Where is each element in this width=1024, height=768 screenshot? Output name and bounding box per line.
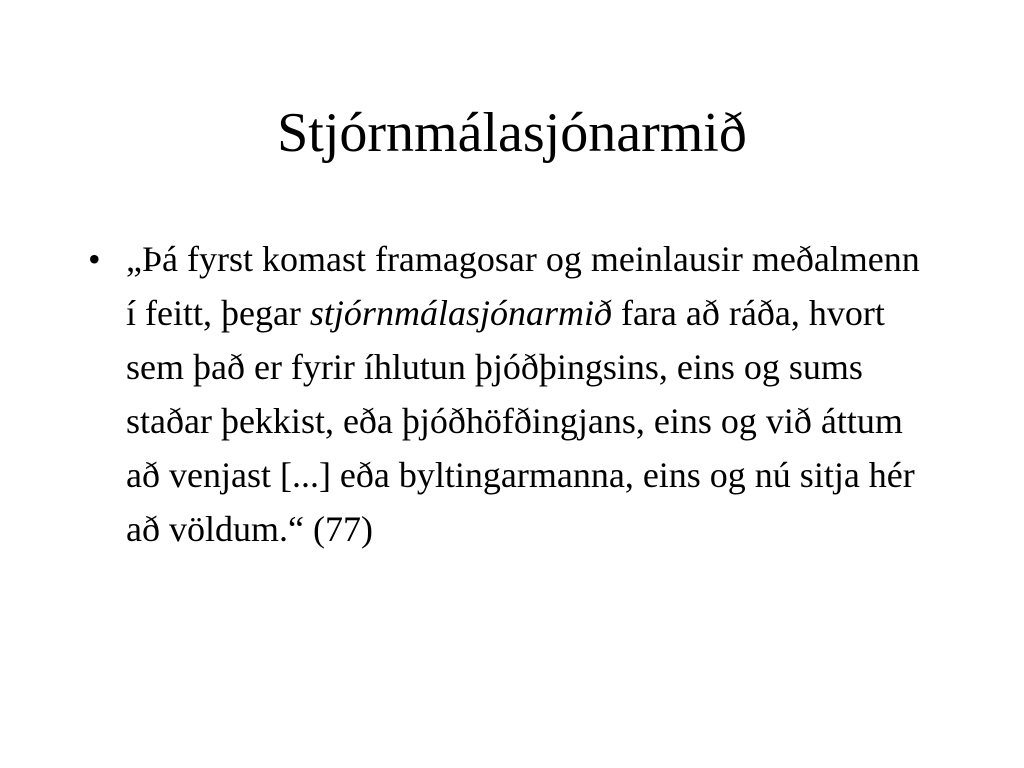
slide-title: Stjórnmálasjónarmið [277,102,747,164]
quote-italic-term: stjórnmálasjónarmið [309,293,612,333]
quote-text-end: fara að ráða, hvort sem það er fyrir íhlutun þjóðþingsins, eins og sums staðar þekkist, eða þjóðhöfðingjans, eins og við áttum að venjast [...] eða byltingarmanna, eins og nú sitja hér að völdum.“ (77) [126,293,915,549]
quote-text-start: „Þá fyrst komast framagosar og meinlausir meðalmenn í feitt, þegar [126,239,920,333]
bullet-marker-icon: • [88,239,101,279]
bullet-item [88,232,938,556]
bullet-list [88,232,938,556]
